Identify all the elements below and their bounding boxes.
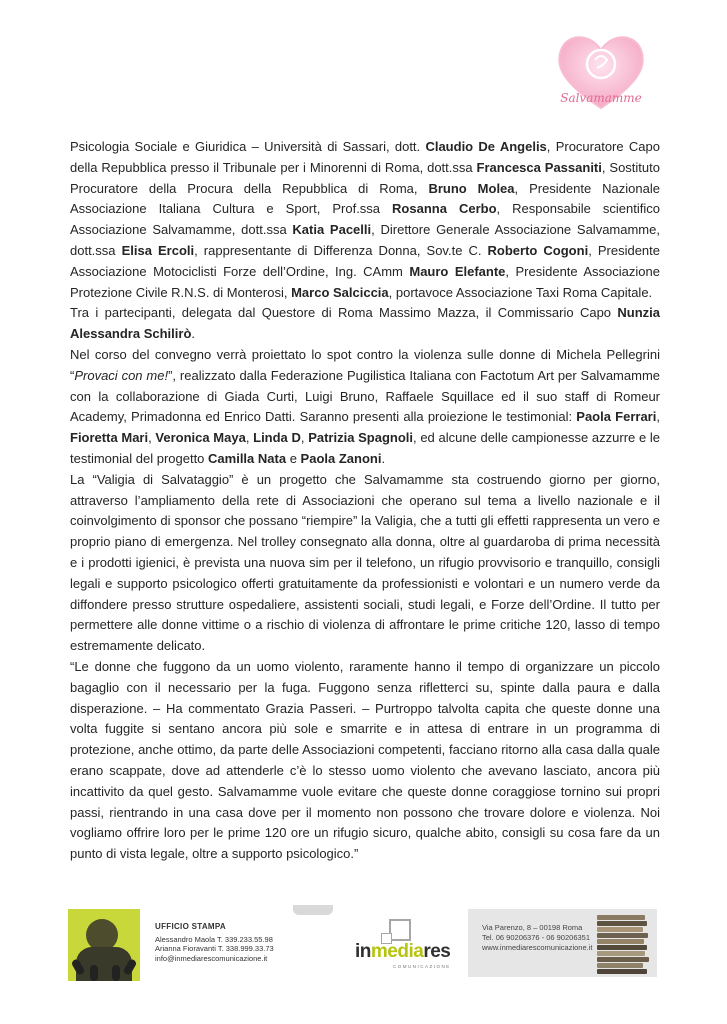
- paragraph-quote: [70, 657, 660, 865]
- text-run: , Presidente Associazione Motociclisti Forze dell’Ordine, Ing. CAmm: [70, 242, 661, 279]
- books-stack-image: [597, 913, 649, 975]
- text-run: , rappresentante di Differenza Donna, Sov.te C.: [194, 242, 488, 258]
- press-office-info: [155, 922, 274, 963]
- brand-wordmark: inmediares: [355, 941, 451, 962]
- text-run: ”, realizzato dalla Federazione Pugilistica Italiana con Factotum Art per Salvamamme con la collaborazione di Giada Curti, Luigi Bruno, Raffaele Squillace ed il suo staff di Romeur Academy, Primadonna ed Enrico Datti. Saranno presenti alla proiezione le testimonial:: [70, 367, 660, 425]
- text-run: Psicologia Sociale e Giuridica – Università di Sassari, dott.: [70, 139, 426, 154]
- paragraph-spot: [70, 345, 660, 470]
- bold-name: Francesca Passaniti: [476, 159, 602, 175]
- logo-wordmark: Salvamamme: [560, 91, 642, 105]
- text-run: , Direttore Generale Associazione Salvamamme, dott.ssa: [70, 222, 660, 258]
- bold-name: Patrizia Spagnoli: [308, 430, 414, 446]
- press-office-title: UFFICIO STAMPA: [155, 922, 227, 931]
- text-run: , Presidente Nazionale Associazione Italiana Cultura e Sport, Prof.ssa: [70, 180, 660, 217]
- text-run: , Presidente Associazione Protezione Civile R.N.S. di Monterosi,: [70, 263, 660, 300]
- text-run: .: [381, 450, 386, 466]
- text-run: Nel corso del convegno verrà proiettato lo spot contro la violenza sulle donne di Michela Pellegrini “: [70, 346, 660, 383]
- press-office-photo: [68, 909, 140, 981]
- footer-tab-decoration: [293, 905, 333, 915]
- document-body: [70, 137, 660, 865]
- text-run: ,: [300, 430, 309, 446]
- bold-name: Camilla Nata: [208, 450, 287, 466]
- bold-name: Claudio De Angelis: [425, 139, 547, 154]
- contact-info: [482, 923, 592, 953]
- text-run: ,: [656, 409, 660, 425]
- paragraph-speakers: [70, 137, 660, 303]
- press-contact-1: Alessandro Maola T. 339.233.55.98: [155, 934, 273, 944]
- contact-address: Via Parenzo, 8 – 00198 Roma: [482, 923, 583, 932]
- text-run: Tra i partecipanti, delegata dal Questore di Roma Massimo Mazza, il Commissario Capo: [70, 305, 618, 321]
- paragraph-valigia: [70, 470, 660, 657]
- footer: [0, 905, 727, 985]
- text-run: La “Valigia di Salvataggio” è un progetto che Salvamamme sta costruendo giorno per giorno, attraverso l’ampliamento della rete di Associazioni che operano sul tema a livello nazionale e il coinvolgimento di sponsor che possano “riempire” la Valigia, che a tutti gli effetti rappresenta un vero e proprio piano di emergenza. Nel trolley consegnato alla donna, oltre al guardaroba di prima necessità e i prodotti igienici, è prevista una nuova sim per il telefono, un rifugio provvisorio e tranquillo, consigli legali e supporto psicologico offerti gratuitamente da professionisti e volontari e un numero verde da diffondere presso strutture ospedaliere, assistenti sociali, studi legali, e Forze dell’Ordine. Il tutto per permettere alle donne vittime o a rischio di violenza di affrontare le prime critiche 120, lasso di tempo estremamente delicato.: [70, 471, 660, 654]
- press-email[interactable]: info@inmediarescomunicazione.it: [155, 953, 268, 963]
- paragraph-participants: [70, 303, 660, 345]
- bold-name: Nunzia Alessandra Schilirò: [70, 305, 660, 342]
- contact-website[interactable]: www.inmediarescomunicazione.it: [482, 943, 593, 952]
- bold-name: Rosanna Cerbo: [392, 201, 497, 217]
- text-run: , portavoce Associazione Taxi Roma Capitale.: [388, 284, 653, 300]
- bold-name: Katia Pacelli: [292, 222, 372, 238]
- text-run: ,: [148, 430, 156, 446]
- bold-name: Linda D: [253, 430, 301, 446]
- italic-title: Provaci con me!: [74, 367, 169, 383]
- bold-name: Paola Zanoni: [300, 450, 382, 466]
- press-contact-2: Arianna Fioravanti T. 338.999.33.73: [155, 944, 274, 953]
- bold-name: Marco Salciccia: [291, 284, 389, 300]
- brand-tagline: COMUNICAZIONE: [393, 964, 451, 969]
- text-run: “Le donne che fuggono da un uomo violento, raramente hanno il tempo di organizzare un piccolo bagaglio con il necessario per la fuga. Fuggono senza rifletterci su, spinte dalla paura e dalla disperazione. – Ha commentato Grazia Passeri. – Purtroppo talvolta capita che queste donne una volta fuggite si sentano ancora più sole e smarrite e in attesa di entrare in un programma di protezione, anche ottimo, da parte delle Associazioni competenti, facciano ritorno alla casa dalla quale erano scappate, dove ad attenderle c’è lo stesso uomo violento che avevano lasciato, ancora più incattivito da quel gesto. Salvamamme vuole evitare che queste donne coraggiose tornino sui propri passi, rientrando in una casa dove per il momento non possono che trovare dolore e violenza. Noi vogliamo offrire loro per le prime 120 ore un rifugio sicuro, qualche abito, consigli su cosa fare da un punto di vista legale, oltre a supporto psicologico.”: [70, 658, 660, 862]
- logo-square-icon: [389, 919, 411, 941]
- text-run: .: [191, 326, 196, 342]
- bold-name: Veronica Maya: [155, 430, 246, 446]
- bold-name: Mauro Elefante: [409, 263, 506, 279]
- bold-name: Fioretta Mari: [70, 430, 149, 446]
- text-run: e: [286, 450, 301, 466]
- text-run: ,: [245, 430, 254, 446]
- text-run: , Responsabile scientifico Associazione Salvamamme, dott.ssa: [70, 201, 660, 238]
- text-run: , Sostituto Procuratore della Procura della Repubblica di Roma,: [70, 159, 660, 196]
- bold-name: Bruno Molea: [428, 180, 515, 196]
- bold-name: Roberto Cogoni: [487, 242, 589, 258]
- contact-phone: Tel. 06 90206376 - 06 90206351: [482, 933, 591, 942]
- inmediares-logo: [355, 921, 455, 976]
- bold-name: Elisa Ercoli: [121, 242, 195, 258]
- bold-name: Paola Ferrari: [576, 409, 657, 425]
- contact-box: [468, 909, 657, 977]
- text-run: , Procuratore Capo della Repubblica presso il Tribunale per i Minorenni di Roma, dott.ssa: [70, 139, 660, 175]
- text-run: , ed alcune delle campionesse azzurre e le testimonial del progetto: [70, 430, 660, 466]
- salvamamme-logo: [553, 28, 649, 114]
